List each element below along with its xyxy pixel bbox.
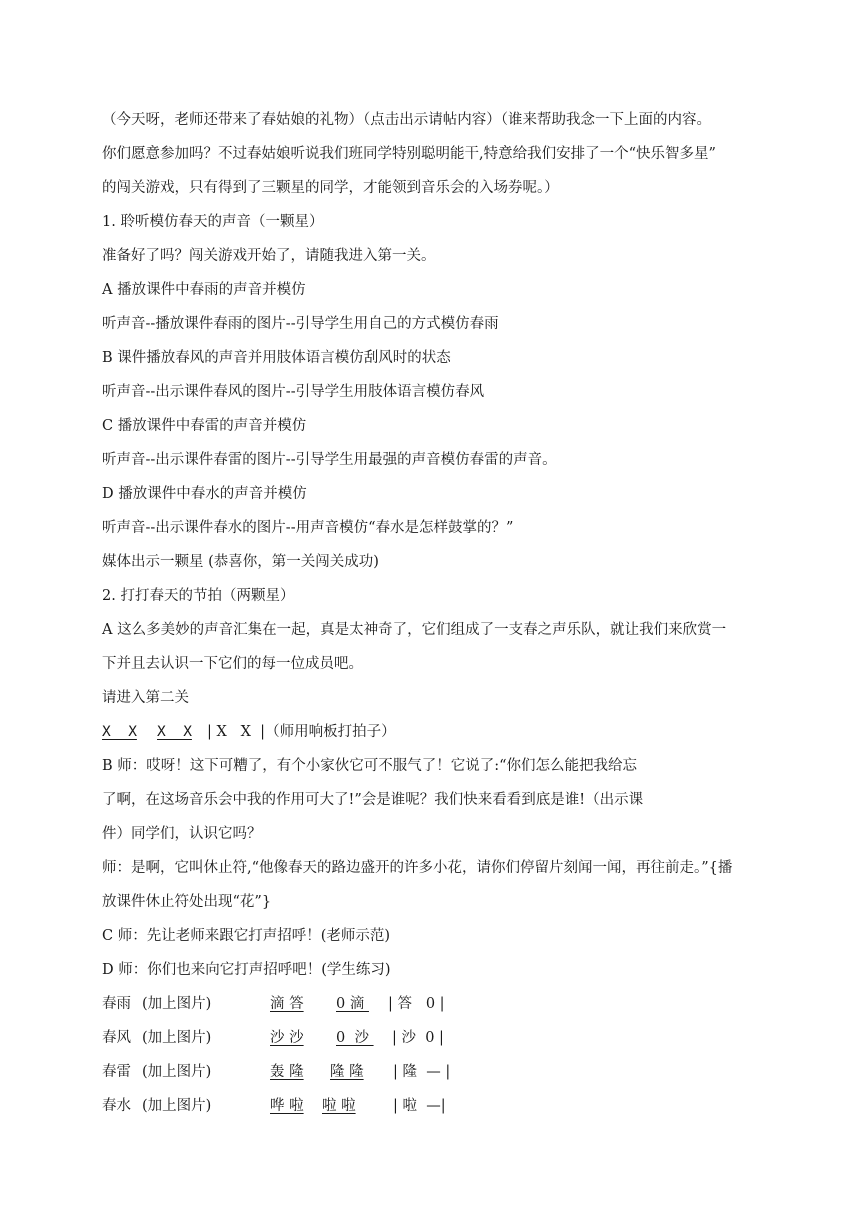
- paragraph: 请进入第二关: [102, 690, 189, 706]
- row-note: (加上图片): [142, 1064, 212, 1080]
- paragraph: 听声音--播放课件春雨的图片--引导学生用自己的方式模仿春雨: [102, 316, 499, 332]
- rhythm-cell: | 隆 — |: [393, 1064, 451, 1080]
- rhythm-cell: 哗 啦: [270, 1098, 304, 1114]
- paragraph: 件）同学们，认识它吗？: [102, 826, 262, 842]
- paragraph: 师：是啊，它叫休止符,“他像春天的路边盛开的许多小花，请你们停留片刻闻一闻，再往前走。”{播: [102, 860, 733, 876]
- paragraph: （今天呀，老师还带来了春姑娘的礼物）（点击出示请帖内容）（谁来帮助我念一下上面的内容。: [102, 112, 711, 128]
- rhythm-cell: 0 沙: [336, 1030, 374, 1046]
- list-item: A 播放课件中春雨的声音并模仿: [102, 282, 306, 298]
- rhythm-cell: | 答 0 |: [388, 996, 445, 1012]
- paragraph: 的闯关游戏，只有得到了三颗星的同学，才能领到音乐会的入场券呢。）: [102, 180, 559, 196]
- section-heading: 1. 聆听模仿春天的声音（一颗星）: [102, 214, 324, 230]
- paragraph: 你们愿意参加吗？不过春姑娘听说我们班同学特别聪明能干,特意给我们安排了一个“快乐智多星”: [102, 146, 716, 162]
- row-name: 春水: [102, 1098, 131, 1114]
- paragraph: 下并且去认识一下它们的每一位成员吧。: [102, 656, 363, 672]
- list-item: D 播放课件中春水的声音并模仿: [102, 486, 307, 502]
- rhythm-group: X X: [102, 724, 137, 740]
- paragraph: 听声音--出示课件春水的图片--用声音模仿“春水是怎样鼓掌的？”: [102, 520, 514, 536]
- paragraph: C 师：先让老师来跟它打声招呼！(老师示范): [102, 928, 391, 944]
- paragraph: A 这么多美妙的声音汇集在一起，真是太神奇了，它们组成了一支春之声乐队，就让我们来欣赏一: [102, 622, 727, 638]
- rhythm-cell: 沙 沙: [270, 1030, 304, 1046]
- row-name: 春雷: [102, 1064, 131, 1080]
- row-note: (加上图片): [142, 996, 212, 1012]
- rhythm-rest: | X X |（师用响板打拍子）: [207, 724, 396, 740]
- rhythm-cell: | 啦 —|: [393, 1098, 446, 1114]
- paragraph: 准备好了吗？闯关游戏开始了，请随我进入第一关。: [102, 248, 436, 264]
- rhythm-cell: 滴 答: [270, 996, 304, 1012]
- row-note: (加上图片): [142, 1030, 212, 1046]
- rhythm-cell: 轰 隆: [270, 1064, 304, 1080]
- list-item: C 播放课件中春雷的声音并模仿: [102, 418, 307, 434]
- rhythm-group: X X: [157, 724, 192, 740]
- rhythm-cell: 0 滴: [336, 996, 369, 1012]
- rhythm-cell: 隆 隆: [330, 1064, 364, 1080]
- row-name: 春风: [102, 1030, 131, 1046]
- rhythm-cell: 啦 啦: [322, 1098, 356, 1114]
- paragraph: 听声音--出示课件春风的图片--引导学生用肢体语言模仿春风: [102, 384, 485, 400]
- rhythm-cell: | 沙 0 |: [392, 1030, 444, 1046]
- paragraph: D 师：你们也来向它打声招呼吧！(学生练习): [102, 962, 391, 978]
- list-item: B 课件播放春风的声音并用肢体语言模仿刮风时的状态: [102, 350, 451, 366]
- row-name: 春雨: [102, 996, 131, 1012]
- paragraph: B 师：哎呀！这下可糟了，有个小家伙它可不服气了！它说了:“你们怎么能把我给忘: [102, 758, 638, 774]
- row-note: (加上图片): [142, 1098, 212, 1114]
- paragraph: 媒体出示一颗星 (恭喜你，第一关闯关成功): [102, 554, 379, 570]
- section-heading: 2. 打打春天的节拍（两颗星）: [102, 588, 295, 604]
- paragraph: 听声音--出示课件春雷的图片--引导学生用最强的声音模仿春雷的声音。: [102, 452, 557, 468]
- paragraph: 了啊，在这场音乐会中我的作用可大了!”会是谁呢？我们快来看看到底是谁!（出示课: [102, 792, 644, 808]
- paragraph: 放课件休止符处出现“花”}: [102, 894, 272, 910]
